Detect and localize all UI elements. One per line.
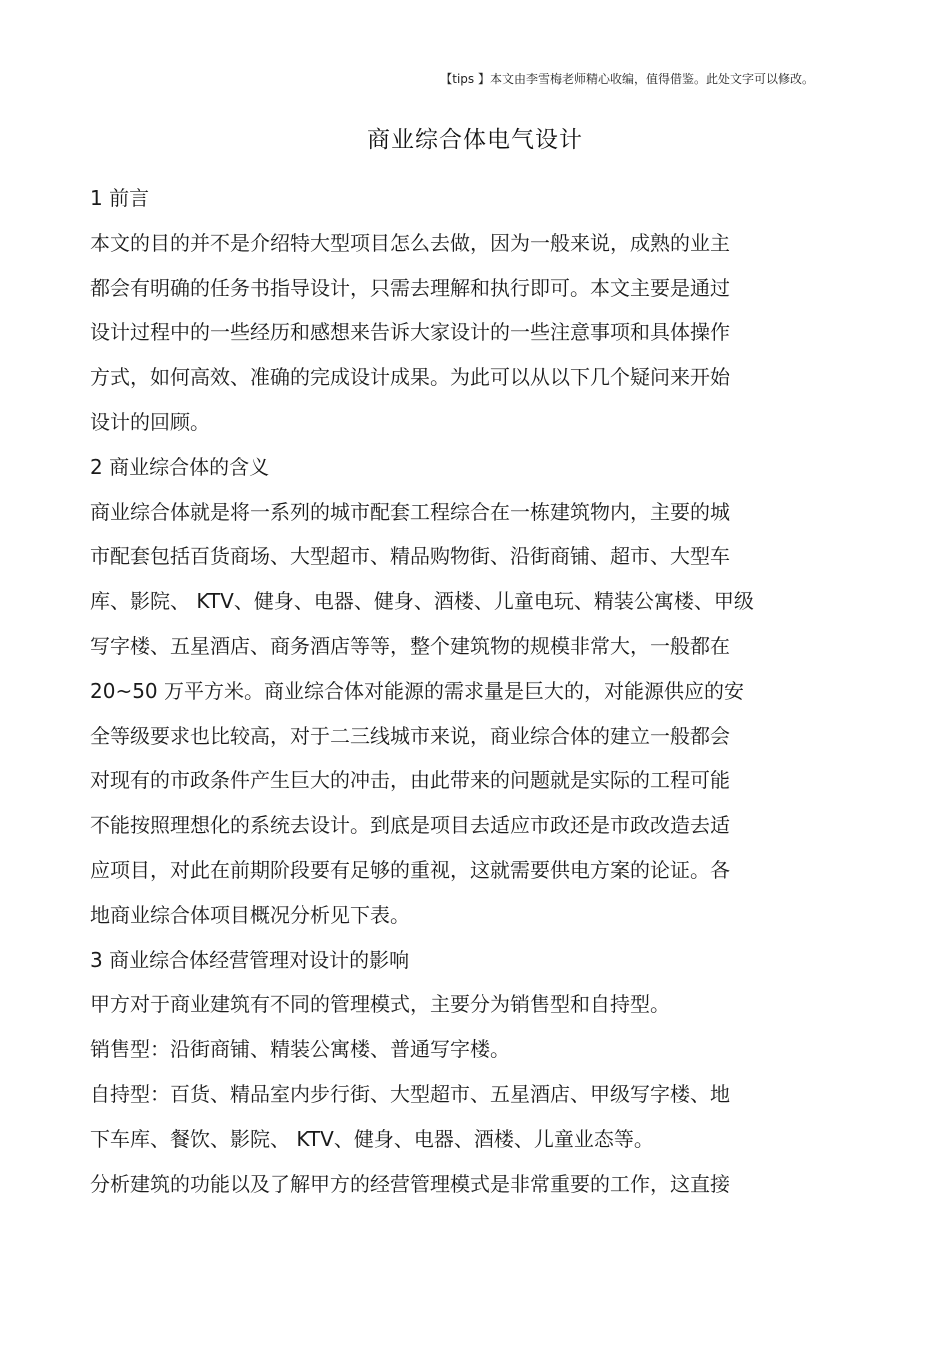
text-line: 3 商业综合体经营管理对设计的影响 <box>90 947 410 972</box>
text-line: 全等级要求也比较高，对于二三线城市来说，商业综合体的建立一般都会 <box>90 723 730 748</box>
text-line: 设计过程中的一些经历和感想来告诉大家设计的一些注意事项和具体操作 <box>90 320 730 345</box>
text-line: 本文的目的并不是介绍特大型项目怎么去做，因为一般来说，成熟的业主 <box>90 230 730 255</box>
text-line: 甲方对于商业建筑有不同的管理模式，主要分为销售型和自持型。 <box>90 992 670 1017</box>
text-line: 销售型：沿街商铺、精装公寓楼、普通写字楼。 <box>90 1037 510 1062</box>
text-line: 市配套包括百货商场、大型超市、精品购物街、沿街商铺、超市、大型车 <box>90 544 730 569</box>
text-line: 下车库、餐饮、影院、 KTV、健身、电器、酒楼、儿童业态等。 <box>90 1126 654 1151</box>
text-line: 库、影院、 KTV、健身、电器、健身、酒楼、儿童电玩、精装公寓楼、甲级 <box>90 589 754 614</box>
text-line: 方式，如何高效、准确的完成设计成果。为此可以从以下几个疑问来开始 <box>90 365 730 390</box>
text-line: 对现有的市政条件产生巨大的冲击，由此带来的问题就是实际的工程可能 <box>90 768 730 793</box>
text-line: 不能按照理想化的系统去设计。到底是项目去适应市政还是市政改造去适 <box>90 813 730 838</box>
text-line: 自持型：百货、精品室内步行街、大型超市、五星酒店、甲级写字楼、地 <box>90 1081 730 1106</box>
text-line: 地商业综合体项目概况分析见下表。 <box>90 902 410 927</box>
text-line: 设计的回顾。 <box>90 409 210 434</box>
document-body <box>90 176 815 1206</box>
page-title: 商业综合体电气设计 <box>367 127 583 153</box>
text-line: 20~50 万平方米。商业综合体对能源的需求量是巨大的，对能源供应的安 <box>90 678 745 703</box>
text-line: 商业综合体就是将一系列的城市配套工程综合在一栋建筑物内，主要的城 <box>90 499 730 524</box>
text-line: 2 商业综合体的含义 <box>90 454 270 479</box>
tips-header: 【tips 】本文由李雪梅老师精心收编，值得借鉴。此处文字可以修改。 <box>440 72 814 86</box>
text-line: 都会有明确的任务书指导设计，只需去理解和执行即可。本文主要是通过 <box>90 275 730 300</box>
text-line: 写字楼、五星酒店、商务酒店等等，整个建筑物的规模非常大，一般都在 <box>90 633 730 658</box>
text-line: 1 前言 <box>90 186 150 210</box>
text-line: 应项目，对此在前期阶段要有足够的重视，这就需要供电方案的论证。各 <box>90 857 730 882</box>
text-line: 分析建筑的功能以及了解甲方的经营管理模式是非常重要的工作，这直接 <box>90 1171 730 1196</box>
